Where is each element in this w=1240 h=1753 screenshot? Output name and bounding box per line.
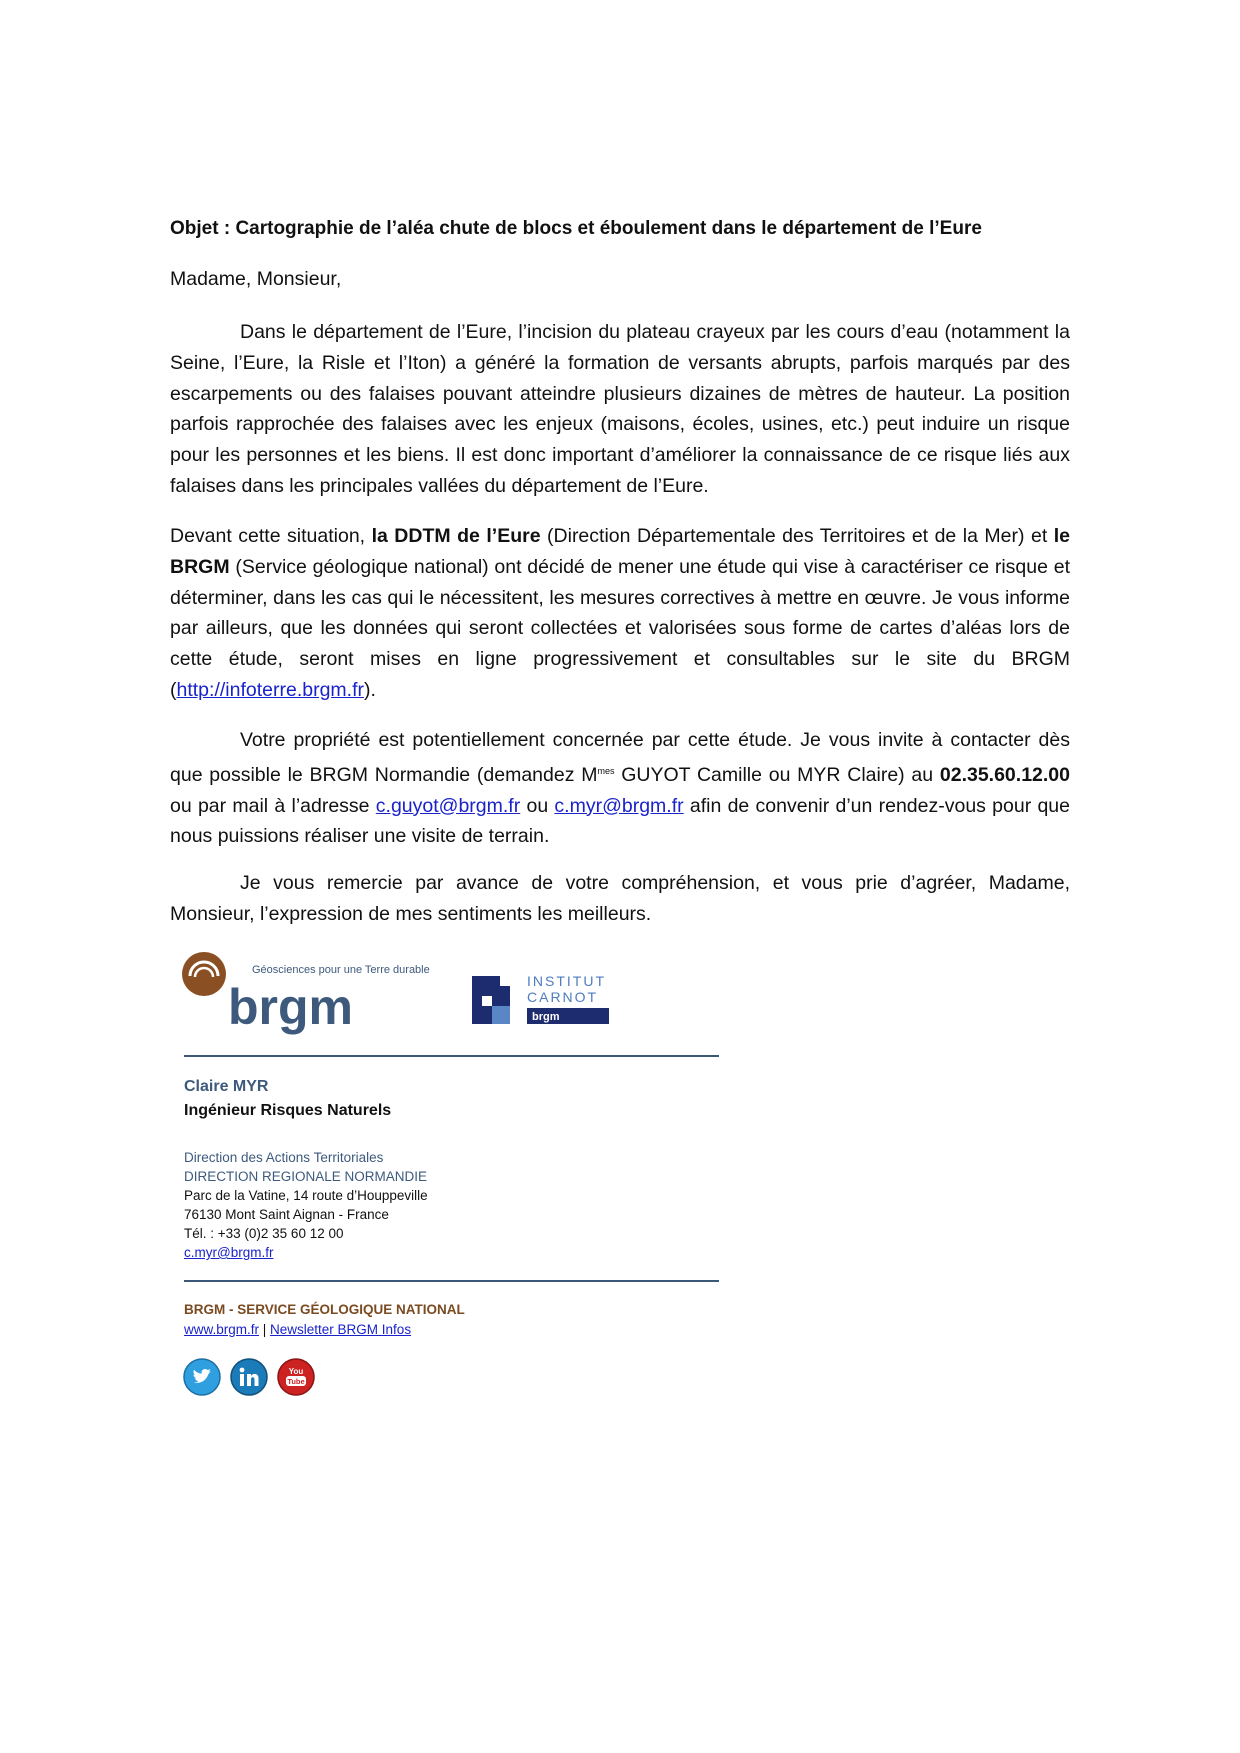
carnot-logo-square [500,976,510,986]
brgm-bold: le BRGM [170,525,1070,578]
carnot-logo [472,970,612,1026]
signature-divider [184,1055,719,1057]
text-segment: ). [364,678,376,701]
signature-email-link[interactable]: c.myr@brgm.fr [184,1245,274,1260]
paragraph-context: Dans le département de l’Eure, l’incision du plateau crayeux par les cours d’eau (notamment la Seine, l’Eure, la Risle et l’Iton) a généré la formation de versants abrupts, parfois marqués par des escarpements ou des falaises pouvant atteindre plusieurs dizaines de mètres de hauteur. La position parfois rapprochée des falaises avec les enjeux (maisons, écoles, usines, etc.) peut induire un risque pour les personnes et les biens. Il est donc important d’améliorer la connaissance de ce risque liés aux falaises dans les principales vallées du département de l’Eure. [170,321,1070,497]
text-segment: ou [520,794,555,817]
text-segment: (Service géologique national) ont décidé de mener une étude qui vise à caractériser ce risque et déterminer, dans les cas qui le nécessitent, les mesures correctives à mettre en œuvre. Je vous informe par ailleurs, que les données qui seront collectées et valorisées sous forme de cartes d’aléas lors de cette étude, seront mises en ligne progressivement et consultables sur le site du BRGM ( [170,555,1070,701]
carnot-text-carnot: CARNOT [527,989,599,1005]
linkedin-i-dot [240,1368,245,1373]
signature-address-line2: 76130 Mont Saint Aignan - France [184,1207,389,1222]
text-segment: Devant cette situation, [170,525,372,547]
text-segment: ou par mail à l’adresse [170,794,376,817]
phone-number: 02.35.60.12.00 [939,763,1070,786]
twitter-icon[interactable] [183,1358,221,1396]
signature-department: Direction des Actions Territoriales [184,1150,384,1165]
letter-subject: Objet : Cartographie de l’aléa chute de blocs et éboulement dans le département de l’Eure [170,218,982,239]
text-segment: Votre propriété est potentiellement concernée par cette étude. Je vous invite à contacter dès que possible le BRGM Normandie (demandez M [170,729,1070,786]
footer-links [184,1322,411,1337]
signature-divider [184,1280,719,1282]
organization-name: BRGM - SERVICE GÉOLOGIQUE NATIONAL [184,1302,465,1317]
superscript-mes: mes [597,765,615,776]
text-segment: afin de convenir d’un rendez-vous pour que nous puissions réaliser une visite de terrain. [170,794,1070,848]
text-segment: (Direction Départementale des Territoires et de la Mer) et [540,525,1054,547]
brgm-wordmark: brgm [228,979,353,1035]
brgm-tagline: Géosciences pour une Terre durable [252,964,430,976]
website-link[interactable]: www.brgm.fr [184,1322,260,1337]
carnot-text-institut: INSTITUT [527,973,606,989]
brgm-logo [182,952,442,1042]
signature-region: DIRECTION REGIONALE NORMANDIE [184,1169,428,1184]
youtube-text-tube: Tube [287,1377,305,1386]
paragraph-closing: Je vous remercie par avance de votre compréhension, et vous prie d’agréer, Madame, Monsieur, l’expression de mes sentiments les meilleurs. [170,872,1070,925]
youtube-text-you: You [288,1367,304,1376]
signature-name: Claire MYR [184,1078,269,1095]
paragraph-study [170,521,1070,706]
email-link-myr[interactable]: c.myr@brgm.fr [554,794,684,817]
signature-role: Ingénieur Risques Naturels [184,1102,392,1119]
letter-salutation: Madame, Monsieur, [170,268,342,290]
carnot-text-brgm: brgm [532,1011,560,1023]
youtube-icon[interactable] [277,1358,315,1396]
linkedin-i-stem [240,1374,244,1386]
link-separator: | [259,1322,271,1337]
signature-email-row [184,1243,273,1262]
email-link-guyot[interactable]: c.guyot@brgm.fr [375,794,521,817]
signature-address-line1: Parc de la Vatine, 14 route d’Houppeville [184,1188,428,1203]
infoterre-link[interactable]: http://infoterre.brgm.fr [176,678,364,701]
ddtm-bold: la DDTM de l’Eure [371,525,541,547]
newsletter-link[interactable]: Newsletter BRGM Infos [270,1322,412,1337]
paragraph-contact [170,725,1070,852]
text-segment: GUYOT Camille ou MYR Claire) au [614,763,940,786]
linkedin-icon[interactable] [230,1358,268,1396]
carnot-logo-square [492,1006,510,1024]
carnot-logo-square [482,996,492,1006]
signature-phone: Tél. : +33 (0)2 35 60 12 00 [184,1226,344,1241]
brgm-logo-circle [182,952,226,996]
